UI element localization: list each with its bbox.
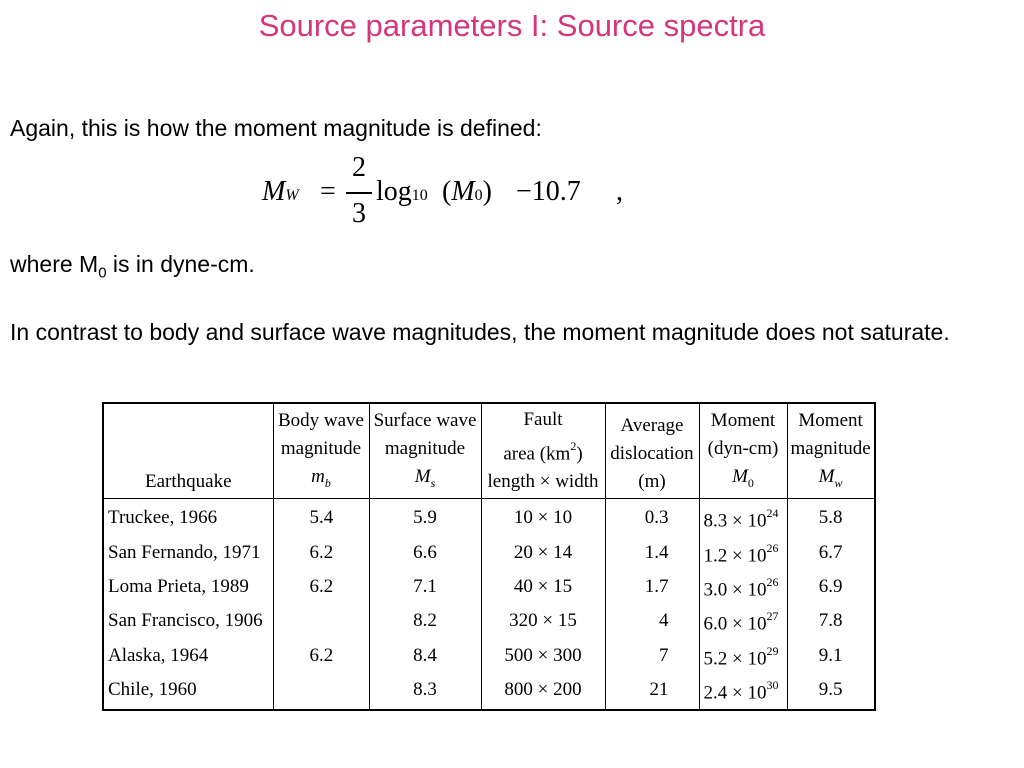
cell-surface-wave: 8.2 [369, 604, 481, 638]
contrast-text: In contrast to body and surface wave magnitudes, the moment magnitude does not saturate. [10, 319, 950, 345]
cell-fault-area: 320 × 15 [481, 604, 605, 638]
formula-argument [442, 176, 492, 208]
cell-body-wave: 6.2 [273, 639, 369, 673]
formula-constant [516, 176, 581, 208]
cell-earthquake: Loma Prieta, 1989 [103, 570, 273, 604]
cell-surface-wave: 8.4 [369, 639, 481, 673]
formula-denominator: 3 [352, 198, 366, 229]
cell-dislocation: 1.7 [605, 570, 699, 604]
fraction-bar [346, 192, 372, 194]
cell-fault-area: 10 × 10 [481, 499, 605, 536]
cell-moment: $2.4 \times 10^{30}$ [699, 673, 787, 710]
cell-dislocation: 4 [605, 604, 699, 638]
cell-earthquake: San Francisco, 1906 [103, 604, 273, 638]
where-prefix: where M [10, 251, 99, 277]
header-moment: Moment (dyn-cm) $M_0$ [699, 403, 787, 499]
cell-surface-wave: 7.1 [369, 570, 481, 604]
header-surface-wave: Surface wave magnitude $M_s$ [369, 403, 481, 499]
cell-body-wave: 6.2 [273, 570, 369, 604]
where-text [10, 247, 255, 291]
header-fault-area: Fault area $(km^2)$ length × width [481, 403, 605, 499]
formula-minus: − [516, 176, 532, 207]
cell-earthquake: Truckee, 1966 [103, 499, 273, 536]
cell-moment: $6.0 \times 10^{27}$ [699, 604, 787, 638]
cell-moment-magnitude: 9.5 [787, 673, 875, 710]
table-row [103, 604, 875, 638]
table-row [103, 673, 875, 710]
earthquake-table [102, 402, 876, 711]
cell-fault-area: 800 × 200 [481, 673, 605, 710]
formula-log-text: log [376, 176, 412, 207]
formula-open-paren: ( [442, 176, 452, 207]
cell-moment: $5.2 \times 10^{29}$ [699, 639, 787, 673]
cell-surface-wave: 5.9 [369, 499, 481, 536]
table-row [103, 536, 875, 570]
cell-moment: $1.2 \times 10^{26}$ [699, 536, 787, 570]
cell-moment: $8.3 \times 10^{24}$ [699, 499, 787, 536]
header-dislocation: Average dislocation (m) [605, 403, 699, 499]
table-header-row [103, 403, 875, 499]
formula-lhs-symbol: M [262, 176, 286, 207]
cell-moment-magnitude: 7.8 [787, 604, 875, 638]
formula-close-paren: ) [482, 176, 492, 207]
slide-title: Source parameters I: Source spectra [258, 8, 766, 43]
cell-dislocation: 1.4 [605, 536, 699, 570]
table-row [103, 499, 875, 536]
cell-fault-area: 20 × 14 [481, 536, 605, 570]
formula-log-base: 10 [411, 187, 428, 204]
cell-body-wave: 6.2 [273, 536, 369, 570]
cell-body-wave: 5.4 [273, 499, 369, 536]
formula-constant-value: 10.7 [531, 176, 581, 207]
cell-surface-wave: 8.3 [369, 673, 481, 710]
table-row [103, 570, 875, 604]
header-earthquake: Earthquake [103, 403, 273, 499]
cell-dislocation: 21 [605, 673, 699, 710]
cell-fault-area: 40 × 15 [481, 570, 605, 604]
cell-earthquake: Chile, 1960 [103, 673, 273, 710]
formula-numerator: 2 [352, 152, 366, 183]
cell-earthquake: Alaska, 1964 [103, 639, 273, 673]
cell-dislocation: 7 [605, 639, 699, 673]
cell-moment-magnitude: 6.7 [787, 536, 875, 570]
where-subscript: 0 [98, 264, 107, 282]
cell-moment: $3.0 \times 10^{26}$ [699, 570, 787, 604]
formula-equals: = [320, 176, 336, 207]
cell-dislocation: 0.3 [605, 499, 699, 536]
cell-surface-wave: 6.6 [369, 536, 481, 570]
cell-fault-area: 500 × 300 [481, 639, 605, 673]
cell-moment-magnitude: 6.9 [787, 570, 875, 604]
header-body-wave: Body wave magnitude $m_b$ [273, 403, 369, 499]
cell-body-wave [273, 604, 369, 638]
formula-lhs [262, 176, 299, 208]
cell-moment-magnitude: 9.1 [787, 639, 875, 673]
formula-arg-symbol: M [451, 176, 475, 207]
formula-log [376, 176, 428, 208]
intro-text: Again, this is how the moment magnitude is defined: [10, 115, 542, 141]
formula-arg-subscript: 0 [474, 187, 483, 204]
header-moment-magnitude: Moment magnitude $M_w$ [787, 403, 875, 499]
formula-lhs-subscript: W [285, 187, 299, 204]
where-suffix: is in dyne-cm. [106, 251, 255, 277]
cell-earthquake: San Fernando, 1971 [103, 536, 273, 570]
table-row [103, 639, 875, 673]
formula-trailing-comma: , [616, 176, 623, 207]
cell-moment-magnitude: 5.8 [787, 499, 875, 536]
cell-body-wave [273, 673, 369, 710]
